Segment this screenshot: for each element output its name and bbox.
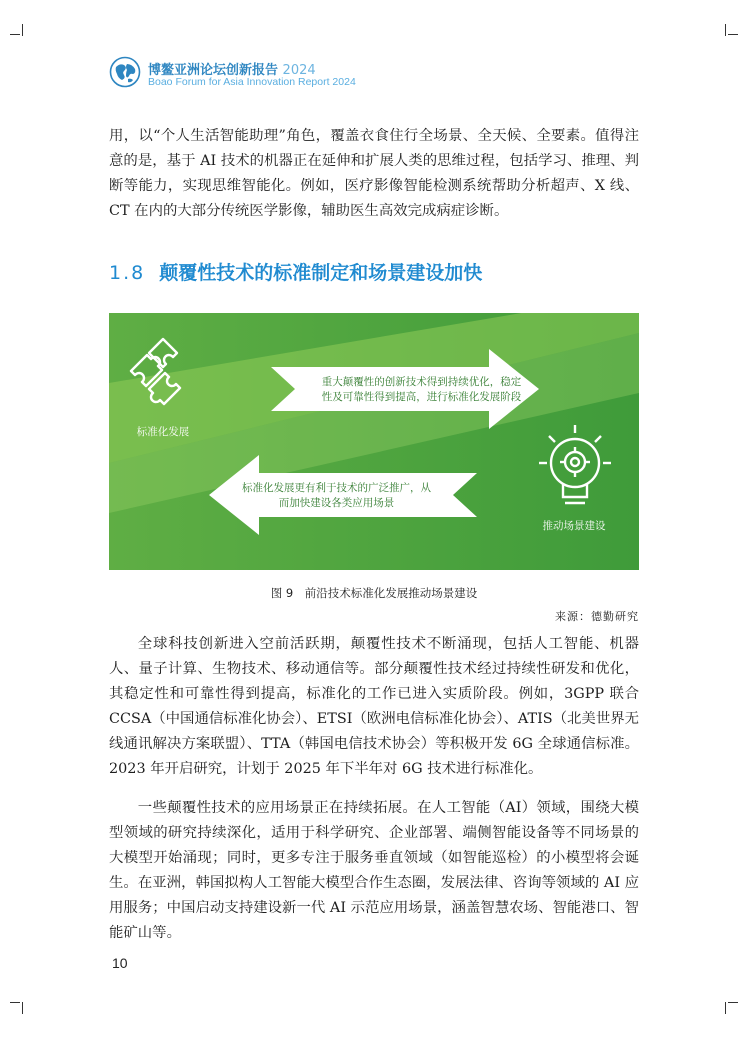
arrow-bottom-text: 标准化发展更有利于技术的广泛推广，从而加快建设各类应用场景 [242, 482, 431, 509]
crop-mark [22, 24, 23, 36]
body-paragraph: 全球科技创新进入空前活跃期，颠覆性技术不断涌现，包括人工智能、机器人、量子计算、生物技术、移动通信等。部分颠覆性技术经过持续性研发和优化，其稳定性和可靠性得到提高，标准化的工作已进入实质阶段。例如，3GPP 联合 CCSA（中国通信标准化协会）、ETSI（欧洲电信标准化协会）、ATIS（北美世界无线通讯解决方案联盟）、TTA（韩国电信技术协会）等积极开发 6G 全球通信标准。2023 年开启研究，计划于 2025 年下半年对 6G 技术进行标准化。 [109, 636, 639, 777]
crop-mark [725, 24, 726, 36]
crop-mark [725, 1002, 726, 1014]
arrow-top-text: 重大颠覆性的创新技术得到持续优化，稳定性及可靠性得到提高，进行标准化发展阶段 [321, 376, 522, 403]
figure-caption: 图 9 前沿技术标准化发展推动场景建设 [270, 586, 478, 600]
page-number: 10 [112, 955, 128, 971]
scene-building-label: 推动场景建设 [542, 520, 606, 532]
section-heading [109, 258, 482, 285]
report-title: 博鳌亚洲论坛创新报告 2024 [148, 63, 316, 78]
crop-mark [728, 34, 738, 35]
crop-mark [10, 1002, 20, 1003]
figure-diagram [109, 313, 639, 570]
globe-logo-icon [109, 56, 141, 88]
crop-mark [22, 1002, 23, 1014]
report-year: 2024 [282, 63, 316, 78]
body-paragraph: 一些颠覆性技术的应用场景正在持续拓展。在人工智能（AI）领域，围绕大模型领域的研究持续深化，适用于科学研究、企业部署、端侧智能设备等不同场景的大模型开始涌现；同时，更多专注于服务垂直领域（如智能巡检）的小模型将会诞生。在亚洲，韩国拟构人工智能大模型合作生态圈，发展法律、咨询等领域的 AI 应用服务；中国启动支持建设新一代 AI 示范应用场景，涵盖智慧农场、智能港口、智能矿山等。 [109, 800, 639, 941]
standardization-label: 标准化发展 [136, 426, 190, 438]
section-number: 1.8 [109, 262, 146, 284]
figure-source: 来源：德勤研究 [555, 610, 639, 623]
crop-mark [728, 1002, 738, 1003]
section-title: 颠覆性技术的标准制定和场景建设加快 [159, 262, 483, 284]
crop-mark [10, 34, 20, 35]
body-paragraph: 用，以“个人生活智能助理”角色，覆盖衣食住行全场景、全天候、全要素。值得注意的是，基于 AI 技术的机器正在延伸和扩展人类的思维过程，包括学习、推理、判断等能力，实现思维智能化。例如，医疗影像智能检测系统帮助分析超声、X 线、CT 在内的大部分传统医学影像，辅助医生高效完成病症诊断。 [109, 128, 639, 219]
report-subtitle: Boao Forum for Asia Innovation Report 2024 [148, 76, 356, 88]
